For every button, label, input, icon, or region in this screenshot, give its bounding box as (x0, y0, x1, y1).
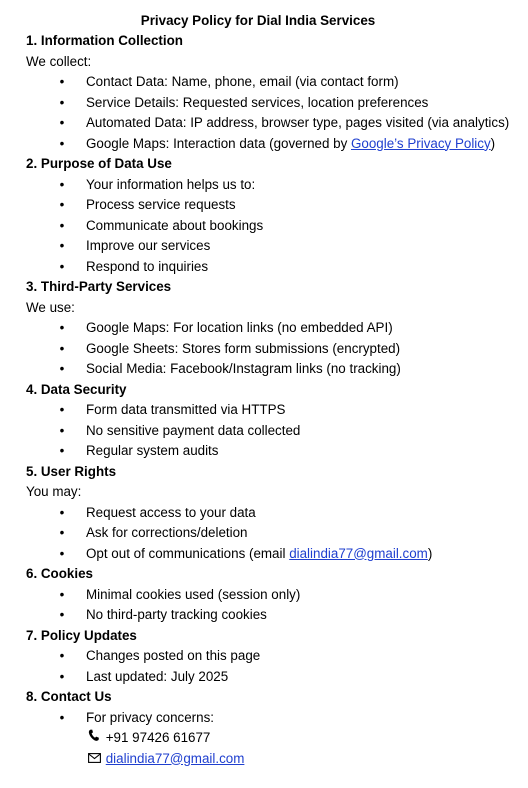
list-item (26, 421, 522, 442)
section-intro: We collect: (26, 53, 92, 69)
list-item (26, 544, 522, 565)
bullet: • (59, 402, 65, 417)
bullet: • (59, 504, 65, 520)
section-heading: 6. Cookies (26, 566, 93, 581)
phone-icon (88, 728, 102, 749)
list-item-text: Respond to inquiries (86, 258, 209, 274)
list-item (26, 339, 522, 360)
list-item-text: For privacy concerns: (86, 709, 214, 725)
list-item-text: No sensitive payment data collected (86, 422, 301, 438)
list-item-text: Google Maps: Interaction data (governed by (86, 135, 351, 151)
bullet: • (59, 361, 65, 376)
bullet: • (59, 648, 65, 663)
list-item-text-end: ) (490, 135, 496, 151)
bullet: • (59, 320, 65, 335)
contact-phone (26, 728, 522, 749)
list-item (26, 113, 522, 134)
list-item (26, 441, 522, 462)
list-item (26, 93, 522, 114)
list-item-text: Automated Data: IP address, browser type, pages visited (via analytics) (86, 115, 510, 130)
list-item-text: Improve our services (86, 238, 211, 253)
list-item (26, 257, 522, 278)
list-item (26, 585, 522, 606)
section-data-security (26, 380, 522, 462)
bullet: • (59, 135, 65, 151)
list-item-text: Process service requests (86, 197, 236, 212)
bullet: • (59, 217, 65, 233)
list-item (26, 523, 522, 544)
envelope-icon (88, 749, 102, 770)
google-privacy-policy-link[interactable]: Google’s Privacy Policy (351, 135, 491, 151)
list-item (26, 134, 522, 155)
optout-email-link[interactable]: dialindia77@gmail.com (289, 545, 428, 561)
bullet: • (59, 74, 65, 89)
section-third-party-services (26, 277, 522, 380)
list-item-text: Request access to your data (86, 504, 256, 520)
list-item (26, 318, 522, 339)
bullet: • (59, 340, 65, 356)
privacy-policy-document (26, 11, 522, 769)
section-heading: 7. Policy Updates (26, 627, 137, 643)
list-item-text: Google Maps: For location links (no embedded API) (86, 320, 393, 335)
bullet: • (59, 545, 65, 561)
list-item (26, 708, 522, 729)
bullet: • (59, 115, 65, 130)
list-item (26, 646, 522, 667)
list-item-text: Google Sheets: Stores form submissions (encrypted) (86, 340, 401, 356)
list-item-text: Minimal cookies used (session only) (86, 586, 301, 602)
list-item (26, 359, 522, 380)
list-item (26, 216, 522, 237)
bullet: • (59, 607, 65, 622)
section-heading: 1. Information Collection (26, 33, 183, 48)
bullet: • (59, 258, 65, 274)
list-item (26, 503, 522, 524)
bullet: • (59, 443, 65, 458)
list-item-text: Communicate about bookings (86, 217, 264, 233)
section-purpose-of-data-use (26, 154, 522, 277)
section-policy-updates (26, 626, 522, 688)
section-intro: We use: (26, 299, 75, 315)
envelope-icon-glyph (88, 753, 101, 763)
phone-number[interactable]: +91 97426 61677 (105, 730, 211, 745)
list-item-text: Last updated: July 2025 (86, 668, 229, 684)
list-item (26, 605, 522, 626)
section-heading: 8. Contact Us (26, 689, 112, 704)
bullet: • (59, 525, 65, 540)
section-intro: You may: (26, 484, 82, 499)
list-item-text-end: ) (427, 545, 433, 561)
list-item (26, 400, 522, 421)
page-title: Privacy Policy for Dial India Services (140, 13, 376, 28)
list-item (26, 195, 522, 216)
bullet: • (59, 238, 65, 253)
list-item (26, 175, 522, 196)
bullet: • (59, 197, 65, 212)
list-item-text: Regular system audits (86, 443, 219, 458)
contact-email (26, 749, 522, 770)
list-item (26, 667, 522, 688)
list-item-text: Social Media: Facebook/Instagram links (no tracking) (86, 361, 401, 376)
bullet: • (59, 586, 65, 602)
list-item-text: Form data transmitted via HTTPS (86, 402, 286, 417)
phone-icon-glyph (88, 729, 100, 742)
list-item-text: Service Details: Requested services, location preferences (86, 94, 429, 110)
list-item (26, 236, 522, 257)
section-heading: 2. Purpose of Data Use (26, 156, 172, 171)
contact-email-link[interactable]: dialindia77@gmail.com (105, 750, 245, 766)
bullet: • (59, 176, 65, 192)
list-item-text: Ask for corrections/deletion (86, 525, 248, 540)
list-item-text: Opt out of communications (email (86, 545, 290, 561)
section-heading: 4. Data Security (26, 381, 127, 397)
bullet: • (59, 422, 65, 438)
section-heading: 5. User Rights (26, 463, 117, 479)
bullet: • (59, 668, 65, 684)
list-item (26, 72, 522, 93)
list-item-text: Changes posted on this page (86, 648, 261, 663)
section-information-collection (26, 31, 522, 154)
list-item-text: Your information helps us to: (86, 176, 256, 192)
section-cookies (26, 564, 522, 626)
bullet: • (59, 94, 65, 110)
section-user-rights (26, 462, 522, 565)
list-item-text: Contact Data: Name, phone, email (via contact form) (86, 74, 399, 89)
bullet: • (59, 709, 65, 725)
section-contact-us (26, 687, 522, 769)
list-item-text: No third-party tracking cookies (86, 607, 267, 622)
section-heading: 3. Third-Party Services (26, 279, 172, 294)
